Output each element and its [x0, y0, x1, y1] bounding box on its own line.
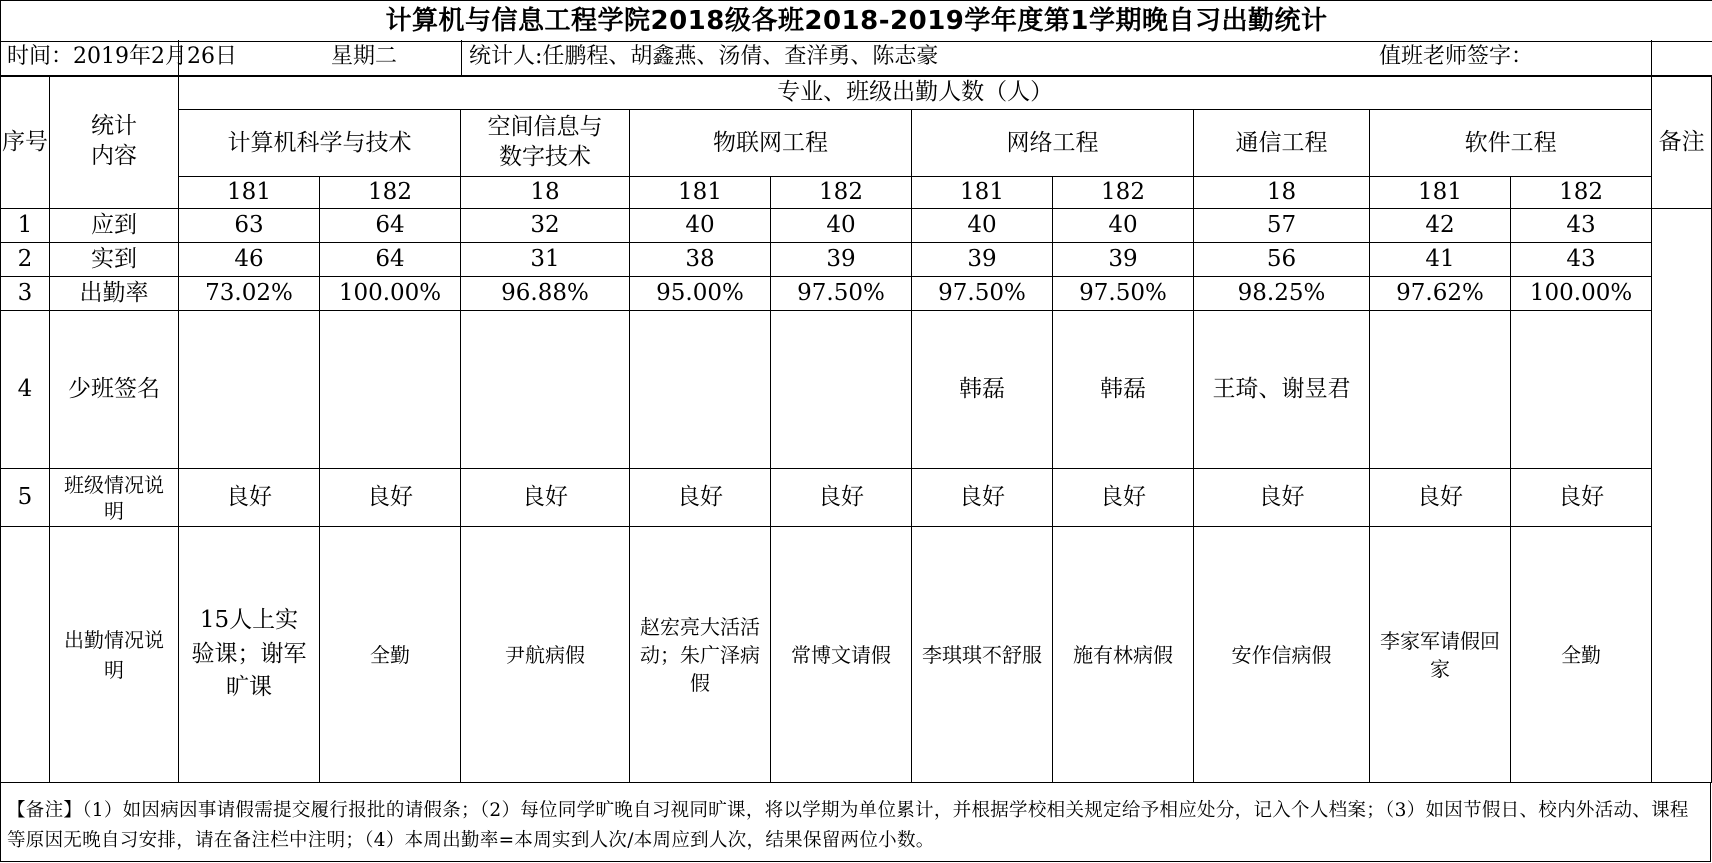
- class-header: 182: [1053, 177, 1194, 209]
- table-cell: 40: [771, 209, 912, 243]
- table-cell: 56: [1194, 243, 1370, 277]
- table-cell: 73.02%: [179, 277, 320, 311]
- table-cell: 41: [1370, 243, 1511, 277]
- table-cell: 韩磊: [1053, 311, 1194, 469]
- table-cell: 98.25%: [1194, 277, 1370, 311]
- table-cell: 韩磊: [912, 311, 1053, 469]
- weekday-text: 星期二: [331, 44, 398, 69]
- attendance-table: [0, 75, 1712, 783]
- table-cell: 32: [461, 209, 630, 243]
- table-cell: 李家军请假回家: [1370, 527, 1511, 783]
- table-cell: 95.00%: [630, 277, 771, 311]
- remarks-cell: [1652, 209, 1712, 783]
- class-header: 18: [1194, 177, 1370, 209]
- table-cell: 良好: [1511, 469, 1652, 527]
- class-header: 182: [771, 177, 912, 209]
- table-cell: 64: [320, 209, 461, 243]
- table-cell: 李琪琪不舒服: [912, 527, 1053, 783]
- table-cell: 31: [461, 243, 630, 277]
- header-remarks: 备注: [1652, 76, 1712, 209]
- table-cell: 97.50%: [771, 277, 912, 311]
- table-cell: 43: [1511, 243, 1652, 277]
- header-group: 专业、班级出勤人数（人）: [179, 76, 1652, 110]
- row-label: 出勤情况说明: [50, 527, 179, 783]
- table-cell: 100.00%: [320, 277, 461, 311]
- major-header: 软件工程: [1370, 110, 1652, 177]
- row-seq: 1: [1, 209, 50, 243]
- table-cell: 63: [179, 209, 320, 243]
- table-cell: 97.50%: [1053, 277, 1194, 311]
- table-cell: 97.50%: [912, 277, 1053, 311]
- table-cell: 43: [1511, 209, 1652, 243]
- table-cell: 良好: [320, 469, 461, 527]
- table-cell: 40: [1053, 209, 1194, 243]
- table-cell: 良好: [912, 469, 1053, 527]
- table-cell: 39: [771, 243, 912, 277]
- row-seq: 4: [1, 311, 50, 469]
- table-cell: 15人上实验课；谢军旷课: [179, 527, 320, 783]
- sheet-title: 计算机与信息工程学院2018级各班2018-2019学年度第1学期晚自习出勤统计: [0, 0, 1712, 42]
- row-label: 少班签名: [50, 311, 179, 469]
- table-cell: 尹航病假: [461, 527, 630, 783]
- table-cell: 良好: [1053, 469, 1194, 527]
- table-cell: [1370, 311, 1511, 469]
- info-bar: [0, 40, 1712, 77]
- table-cell: 97.62%: [1370, 277, 1511, 311]
- table-cell: 40: [912, 209, 1053, 243]
- class-header: 181: [1370, 177, 1511, 209]
- table-cell: 64: [320, 243, 461, 277]
- row-label: 应到: [50, 209, 179, 243]
- class-header: 18: [461, 177, 630, 209]
- row-label: 班级情况说明: [50, 469, 179, 527]
- table-cell: 100.00%: [1511, 277, 1652, 311]
- major-header: 空间信息与数字技术: [461, 110, 630, 177]
- table-cell: 96.88%: [461, 277, 630, 311]
- row-seq: 5: [1, 469, 50, 527]
- table-cell: 王琦、谢昱君: [1194, 311, 1370, 469]
- major-header: 网络工程: [912, 110, 1194, 177]
- header-content: 统计内容: [50, 76, 179, 209]
- table-cell: 良好: [179, 469, 320, 527]
- major-header: 通信工程: [1194, 110, 1370, 177]
- table-cell: [771, 311, 912, 469]
- table-cell: [1511, 311, 1652, 469]
- major-header: 计算机科学与技术: [179, 110, 461, 177]
- table-cell: 42: [1370, 209, 1511, 243]
- table-cell: 施有林病假: [1053, 527, 1194, 783]
- table-cell: 全勤: [1511, 527, 1652, 783]
- class-header: 181: [912, 177, 1053, 209]
- table-cell: 赵宏亮大活活动；朱广泽病假: [630, 527, 771, 783]
- class-header: 182: [1511, 177, 1652, 209]
- table-cell: [179, 311, 320, 469]
- table-cell: 全勤: [320, 527, 461, 783]
- table-cell: [320, 311, 461, 469]
- table-cell: 常博文请假: [771, 527, 912, 783]
- teacher-sign-label: 值班老师签字：: [1379, 44, 1534, 69]
- class-header: 181: [179, 177, 320, 209]
- row-seq: 2: [1, 243, 50, 277]
- table-cell: 良好: [630, 469, 771, 527]
- table-cell: 38: [630, 243, 771, 277]
- row-label: 实到: [50, 243, 179, 277]
- major-header: 物联网工程: [630, 110, 912, 177]
- table-cell: [630, 311, 771, 469]
- table-cell: 安作信病假: [1194, 527, 1370, 783]
- table-cell: 良好: [1370, 469, 1511, 527]
- footer-note: 【备注】（1）如因病因事请假需提交履行报批的请假条；（2）每位同学旷晚自习视同旷课，将以学期为单位累计，并根据学校相关规定给予相应处分，记入个人档案；（3）如因节假日、校内外活动、课程等原因无晚自习安排，请在备注栏中注明；（4）本周出勤率=本周实到人次/本周应到人次，结果保留两位小数。: [0, 783, 1711, 862]
- date-text: 时间：2019年2月26日: [7, 44, 237, 69]
- table-cell: 良好: [1194, 469, 1370, 527]
- table-cell: 39: [912, 243, 1053, 277]
- table-cell: 良好: [461, 469, 630, 527]
- table-cell: 39: [1053, 243, 1194, 277]
- table-cell: 良好: [771, 469, 912, 527]
- class-header: 181: [630, 177, 771, 209]
- table-cell: 46: [179, 243, 320, 277]
- row-label: 出勤率: [50, 277, 179, 311]
- table-cell: 40: [630, 209, 771, 243]
- table-cell: 57: [1194, 209, 1370, 243]
- class-header: 182: [320, 177, 461, 209]
- statistician-text: 统计人:任鹏程、胡鑫燕、汤倩、查洋勇、陈志豪: [469, 44, 939, 69]
- table-cell: [461, 311, 630, 469]
- row-seq: [1, 527, 50, 783]
- header-seq: 序号: [1, 76, 50, 209]
- row-seq: 3: [1, 277, 50, 311]
